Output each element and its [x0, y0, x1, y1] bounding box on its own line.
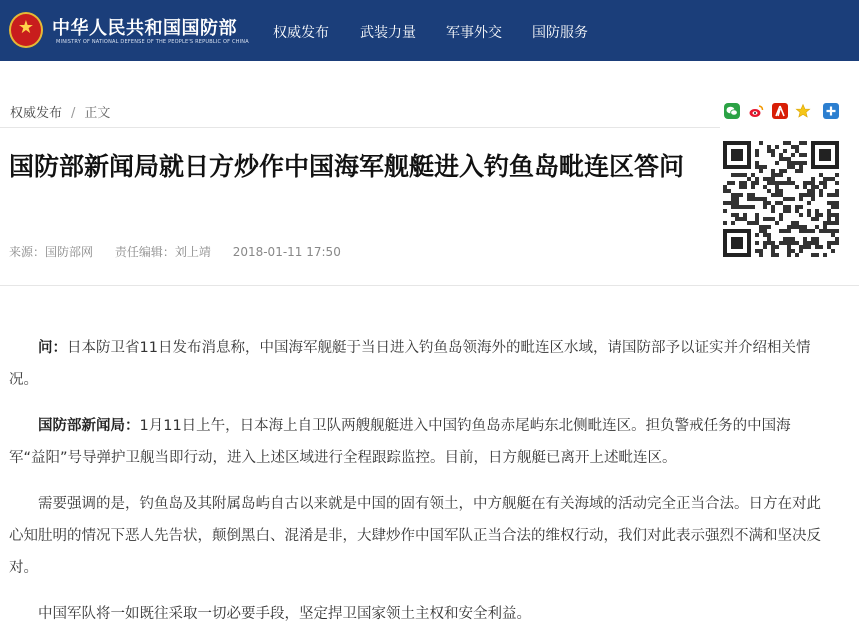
- breadcrumb-item-authoritative-release[interactable]: 权威发布: [10, 106, 63, 121]
- breadcrumb-separator: /: [71, 106, 76, 121]
- site-title[interactable]: 中华人民共和国国防部: [52, 18, 237, 39]
- paragraph-lead: 国防部新闻局：: [38, 418, 140, 434]
- nav-item-defense-services[interactable]: 国防服务: [532, 25, 588, 41]
- article-paragraph: [9, 332, 824, 396]
- article-meta: [9, 243, 359, 260]
- nav-item-military-diplomacy[interactable]: 军事外交: [446, 25, 502, 41]
- page-title: 国防部新闻局就日方炒作中国海军舰艇进入钓鱼岛毗连区答问: [9, 152, 685, 181]
- article-body: [9, 332, 824, 642]
- site-header: [0, 0, 859, 61]
- breadcrumb: [10, 102, 110, 121]
- renren-icon[interactable]: [772, 103, 788, 119]
- divider: [0, 285, 859, 286]
- qr-code-icon: [723, 141, 839, 257]
- article-datetime: 2018-01-11 17:50: [232, 245, 341, 259]
- favorite-star-icon[interactable]: [795, 103, 811, 119]
- paragraph-lead: 问：: [38, 340, 67, 356]
- site-subtitle: MINISTRY OF NATIONAL DEFENSE OF THE PEOPLE'S REPUBLIC OF CHINA: [56, 39, 249, 45]
- national-emblem-icon[interactable]: [9, 12, 43, 48]
- article-paragraph: [9, 488, 824, 584]
- add-more-icon[interactable]: [823, 103, 839, 119]
- article-paragraph: [9, 598, 824, 630]
- paragraph-text: 需要强调的是，钓鱼岛及其附属岛屿自古以来就是中国的固有领土，中方舰艇在有关海域的活动完全正当合法。日方在对此心知肚明的情况下恶人先告状，颠倒黑白、混淆是非，大肆炒作中国军队正当合法的维权行动，我们对此表示强烈不满和坚决反对。: [9, 496, 821, 576]
- wechat-icon[interactable]: [724, 103, 740, 119]
- paragraph-text: 日本防卫省11日发布消息称，中国海军舰艇于当日进入钓鱼岛领海外的毗连区水域，请国防部予以证实并介绍相关情况。: [9, 340, 811, 388]
- breadcrumb-item-current: 正文: [84, 106, 111, 121]
- article-source: 来源：国防部网: [9, 245, 94, 259]
- nav-item-armed-forces[interactable]: 武装力量: [360, 25, 416, 41]
- nav-item-authoritative-release[interactable]: 权威发布: [273, 25, 329, 41]
- divider: [0, 127, 720, 128]
- article-paragraph: [9, 410, 824, 474]
- article-editor: 责任编辑：刘上靖: [114, 245, 211, 259]
- weibo-icon[interactable]: [748, 103, 764, 119]
- paragraph-text: 1月11日上午，日本海上自卫队两艘舰艇进入中国钓鱼岛赤尾屿东北侧毗连区。担负警戒任务的中国海军“益阳”号导弹护卫舰当即行动，进入上述区域进行全程跟踪监控。目前，日方舰艇已离开上述毗连区。: [9, 418, 791, 466]
- paragraph-text: 中国军队将一如既往采取一切必要手段，坚定捍卫国家领土主权和安全利益。: [38, 606, 531, 622]
